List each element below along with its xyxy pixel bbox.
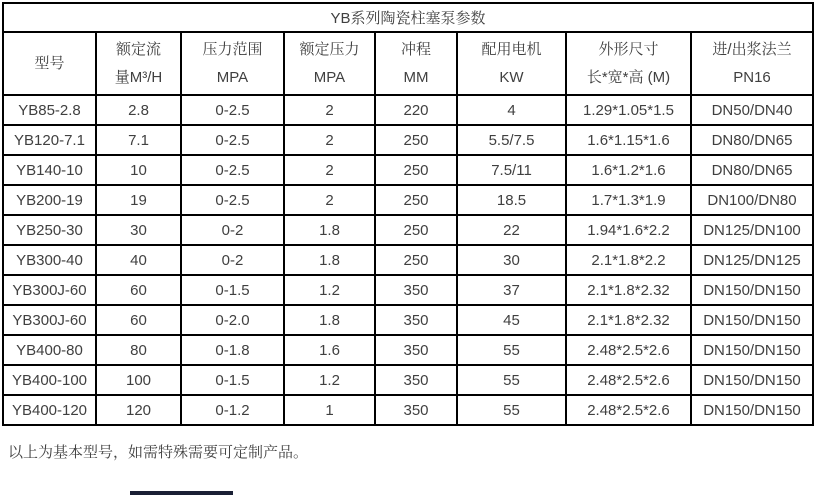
- column-header-line: 外形尺寸: [598, 40, 659, 58]
- column-header-line: 压力范围: [202, 40, 263, 58]
- table-cell-stroke: 250: [375, 215, 457, 245]
- table-cell-model: YB250-30: [3, 215, 96, 245]
- table-cell-model: YB300J-60: [3, 275, 96, 305]
- table-cell-rated-pressure: 2: [284, 185, 375, 215]
- table-row: [3, 365, 813, 395]
- table-cell-rated-pressure: 1.8: [284, 305, 375, 335]
- table-cell-rated-pressure: 1.8: [284, 245, 375, 275]
- table-cell-model: YB300-40: [3, 245, 96, 275]
- table-cell-motor: 55: [457, 395, 566, 425]
- table-cell-rated-pressure: 1.8: [284, 215, 375, 245]
- table-cell-rated-flow: 100: [96, 365, 181, 395]
- table-row: [3, 275, 813, 305]
- table-cell-model: YB120-7.1: [3, 125, 96, 155]
- column-header-dimensions: [566, 32, 691, 95]
- table-row: [3, 215, 813, 245]
- page: [0, 2, 814, 496]
- table-cell-stroke: 350: [375, 365, 457, 395]
- table-cell-motor: 37: [457, 275, 566, 305]
- table-row: [3, 155, 813, 185]
- table-cell-motor: 45: [457, 305, 566, 335]
- column-header-motor: [457, 32, 566, 95]
- table-cell-flange: DN100/DN80: [691, 185, 813, 215]
- column-header-line: 冲程: [400, 40, 431, 58]
- table-cell-model: YB400-80: [3, 335, 96, 365]
- table-cell-motor: 30: [457, 245, 566, 275]
- column-header-rated-flow: [96, 32, 181, 95]
- table-cell-motor: 55: [457, 335, 566, 365]
- table-cell-model: YB200-19: [3, 185, 96, 215]
- table-cell-stroke: 250: [375, 185, 457, 215]
- column-header-line: 型号: [34, 54, 65, 72]
- table-row: [3, 305, 813, 335]
- table-cell-dimensions: 2.48*2.5*2.6: [566, 365, 691, 395]
- table-cell-model: YB300J-60: [3, 305, 96, 335]
- table-cell-dimensions: 1.94*1.6*2.2: [566, 215, 691, 245]
- column-header-line: KW: [499, 68, 524, 86]
- table-row: [3, 335, 813, 365]
- table-cell-rated-pressure: 1: [284, 395, 375, 425]
- table-cell-stroke: 350: [375, 275, 457, 305]
- header-row: [3, 32, 813, 95]
- table-cell-rated-flow: 40: [96, 245, 181, 275]
- table-cell-motor: 5.5/7.5: [457, 125, 566, 155]
- table-cell-pressure-range: 0-2.5: [181, 125, 284, 155]
- table-cell-rated-pressure: 2: [284, 125, 375, 155]
- table-cell-rated-flow: 30: [96, 215, 181, 245]
- title-row: [3, 3, 813, 32]
- table-cell-flange: DN125/DN100: [691, 215, 813, 245]
- table-cell-rated-pressure: 2: [284, 155, 375, 185]
- column-header-line: MPA: [313, 68, 346, 86]
- table-cell-dimensions: 2.48*2.5*2.6: [566, 335, 691, 365]
- partial-element-bar: [130, 491, 233, 495]
- column-header-rated-pressure: [284, 32, 375, 95]
- column-header-line: PN16: [733, 68, 771, 86]
- table-row: [3, 185, 813, 215]
- table-cell-pressure-range: 0-2: [181, 215, 284, 245]
- column-header-line: 量M³/H: [114, 68, 163, 86]
- table-cell-flange: DN80/DN65: [691, 155, 813, 185]
- column-header-line: 长*宽*高 (M): [586, 68, 671, 86]
- table-cell-dimensions: 2.1*1.8*2.32: [566, 305, 691, 335]
- table-cell-flange: DN50/DN40: [691, 95, 813, 125]
- table-cell-model: YB400-120: [3, 395, 96, 425]
- footer-note: 以上为基本型号，如需特殊需要可定制产品。: [8, 444, 309, 461]
- table-cell-pressure-range: 0-2.0: [181, 305, 284, 335]
- table-cell-motor: 18.5: [457, 185, 566, 215]
- table-cell-rated-flow: 7.1: [96, 125, 181, 155]
- table-cell-rated-flow: 2.8: [96, 95, 181, 125]
- table-cell-dimensions: 1.6*1.15*1.6: [566, 125, 691, 155]
- table-cell-rated-flow: 19: [96, 185, 181, 215]
- table-row: [3, 95, 813, 125]
- table-cell-dimensions: 2.48*2.5*2.6: [566, 395, 691, 425]
- table-cell-stroke: 350: [375, 335, 457, 365]
- column-header-line: 进/出浆法兰: [712, 40, 792, 58]
- table-cell-rated-pressure: 2: [284, 95, 375, 125]
- table-row: [3, 395, 813, 425]
- table-cell-flange: DN150/DN150: [691, 365, 813, 395]
- spec-table: [2, 2, 814, 426]
- table-cell-pressure-range: 0-1.8: [181, 335, 284, 365]
- table-cell-pressure-range: 0-1.5: [181, 365, 284, 395]
- table-cell-pressure-range: 0-2.5: [181, 185, 284, 215]
- table-cell-stroke: 250: [375, 155, 457, 185]
- table-cell-rated-flow: 60: [96, 305, 181, 335]
- table-row: [3, 125, 813, 155]
- table-cell-pressure-range: 0-2.5: [181, 155, 284, 185]
- table-cell-flange: DN150/DN150: [691, 335, 813, 365]
- table-cell-motor: 22: [457, 215, 566, 245]
- table-cell-rated-flow: 10: [96, 155, 181, 185]
- table-cell-dimensions: 1.7*1.3*1.9: [566, 185, 691, 215]
- table-cell-rated-flow: 60: [96, 275, 181, 305]
- table-cell-stroke: 350: [375, 305, 457, 335]
- table-cell-model: YB400-100: [3, 365, 96, 395]
- table-cell-flange: DN150/DN150: [691, 275, 813, 305]
- table-cell-pressure-range: 0-2.5: [181, 95, 284, 125]
- table-cell-motor: 4: [457, 95, 566, 125]
- column-header-line: 额定流: [115, 40, 161, 58]
- table-cell-stroke: 350: [375, 395, 457, 425]
- table-title: YB系列陶瓷柱塞泵参数: [3, 3, 813, 32]
- table-cell-rated-pressure: 1.6: [284, 335, 375, 365]
- table-cell-motor: 55: [457, 365, 566, 395]
- column-header-flange: [691, 32, 813, 95]
- table-cell-rated-flow: 80: [96, 335, 181, 365]
- column-header-line: MM: [403, 68, 429, 86]
- column-header-line: 额定压力: [299, 40, 360, 58]
- table-cell-dimensions: 1.29*1.05*1.5: [566, 95, 691, 125]
- table-cell-pressure-range: 0-1.2: [181, 395, 284, 425]
- table-cell-flange: DN80/DN65: [691, 125, 813, 155]
- column-header-line: MPA: [216, 68, 249, 86]
- table-cell-dimensions: 1.6*1.2*1.6: [566, 155, 691, 185]
- column-header-model: [3, 32, 96, 95]
- column-header-stroke: [375, 32, 457, 95]
- table-row: [3, 245, 813, 275]
- table-cell-pressure-range: 0-1.5: [181, 275, 284, 305]
- table-cell-rated-pressure: 1.2: [284, 275, 375, 305]
- table-cell-rated-flow: 120: [96, 395, 181, 425]
- table-cell-stroke: 250: [375, 245, 457, 275]
- column-header-pressure-range: [181, 32, 284, 95]
- column-header-line: 配用电机: [481, 40, 542, 58]
- table-cell-flange: DN150/DN150: [691, 305, 813, 335]
- table-cell-dimensions: 2.1*1.8*2.2: [566, 245, 691, 275]
- table-cell-dimensions: 2.1*1.8*2.32: [566, 275, 691, 305]
- table-cell-flange: DN125/DN125: [691, 245, 813, 275]
- table-cell-flange: DN150/DN150: [691, 395, 813, 425]
- table-cell-model: YB140-10: [3, 155, 96, 185]
- table-cell-stroke: 220: [375, 95, 457, 125]
- table-cell-pressure-range: 0-2: [181, 245, 284, 275]
- table-cell-stroke: 250: [375, 125, 457, 155]
- table-cell-model: YB85-2.8: [3, 95, 96, 125]
- table-cell-motor: 7.5/11: [457, 155, 566, 185]
- table-cell-rated-pressure: 1.2: [284, 365, 375, 395]
